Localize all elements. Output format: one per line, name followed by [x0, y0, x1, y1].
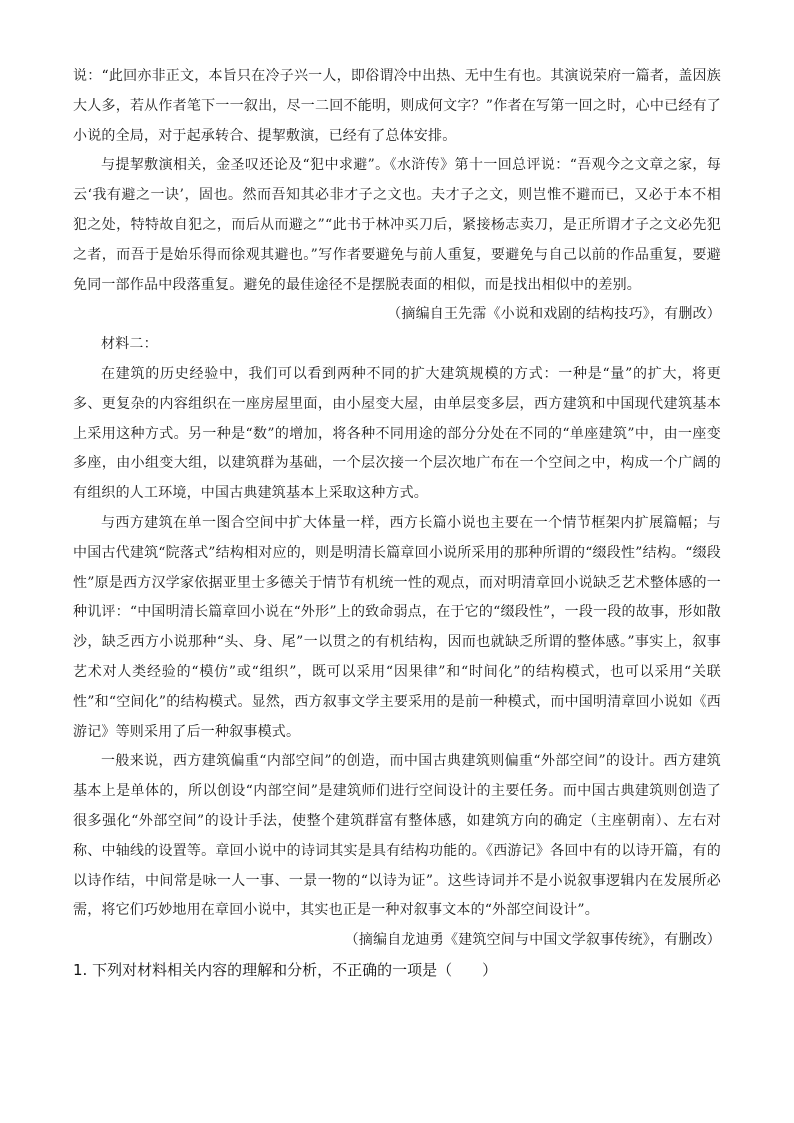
material1-source: （摘编自王先霈《小说和戏剧的结构技巧》，有删改）	[387, 306, 721, 323]
material2-paragraph-2: 与西方建筑在单一图合空间中扩大体量一样，西方长篇小说也主要在一个情节框架内扩展篇幅；与中国古代建筑“院落式”结构相对应的，则是明清长篇章回小说所采用的那种所谓的“缀段性”结构。“缀段性”原是西方汉学家依据亚里士多德关于情节有机统一性的观点，而对明清章回小说缺乏艺术整体感的一种讥评：“中国明清长篇章回小说在“外形”上的致命弱点，在于它的“缀段性”，一段一段的故事，形如散沙，缺乏西方小说那种“头、身、尾”一以贯之的有机结构，因而也就缺乏所谓的整体感。”事实上，叙事艺术对人类经验的“模仿”或“组织”，既可以采用“因果律”和“时间化”的结构模式，也可以采用“关联性”和“空间化”的结构模式。显然，西方叙事文学主要采用的是前一种模式，而中国明清章回小说如《西游记》等则采用了后一种叙事模式。	[73, 514, 721, 740]
material2-paragraph-3: 一般来说，西方建筑偏重“内部空间”的创造，而中国古典建筑则偏重“外部空间”的设计。西方建筑基本上是单体的，所以创设“内部空间”是建筑师们进行空间设计的主要任务。而中国古典建筑则创造了很多强化“外部空间”的设计手法，使整个建筑群富有整体感，如建筑方向的确定（主座朝南）、左右对称、中轴线的设置等。章回小说中的诗词其实是具有结构功能的。《西游记》各回中有的以诗开篇，有的以诗作结，中间常是咏一人一事、一景一物的“以诗为证”。这些诗词并不是小说叙事逻辑内在发展所必需，将它们巧妙地用在章回小说中，其实也正是一种对叙事文本的“外部空间设计”。	[73, 753, 721, 919]
material1-continued-paragraph: 说：“此回亦非正文，本旨只在冷子兴一人，即俗谓冷中出热、无中生有也。其演说荣府一篇者，盖因族大人多，若从作者笔下一一叙出，尽一二回不能明，则成何文字？”作者在写第一回之时，心中已经有了小说的全局，对于起承转合、提挈敷演，已经有了总体安排。	[73, 68, 721, 144]
material1-avoidance-paragraph: 与提挈敷演相关，金圣叹还论及“犯中求避”。《水浒传》第十一回总评说：“吾观今之文章之家，每云‘我有避之一诀’，固也。然而吾知其必非才子之文也。夫才子之文，则岂惟不避而已，又必于本不相犯之处，特特故自犯之，而后从而避之”“此书于林冲买刀后，紧接杨志卖刀，是正所谓才子之文必先犯之者，而吾于是始乐得而徐观其避也。”写作者要避免与前人重复，要避免与自己以前的作品重复，要避免同一部作品中段落重复。避免的最佳途径不是摆脱表面的相似，而是找出相似中的差别。	[73, 157, 721, 293]
document-page	[73, 62, 721, 984]
material2-paragraph-1: 在建筑的历史经验中，我们可以看到两种不同的扩大建筑规模的方式：一种是“量”的扩大，将更多、更复杂的内容组织在一座房屋里面，由小屋变大屋，由单层变多层，西方建筑和中国现代建筑基本上采用这种方式。另一种是“数”的增加，将各种不同用途的部分分处在不同的“单座建筑”中，由一座变多座，由小组变大组，以建筑群为基础，一个层次接一个层次地广布在一个空间之中，构成一个广阔的有组织的人工环境，中国古典建筑基本上采取这种方式。	[73, 365, 721, 502]
material2-source: （摘编自龙迪勇《建筑空间与中国文学叙事传统》，有删改）	[344, 932, 721, 949]
question-1-stem: 1. 下列对材料相关内容的理解和分析，不正确的一项是（ ）	[73, 960, 498, 979]
material2-heading: 材料二：	[101, 336, 158, 353]
